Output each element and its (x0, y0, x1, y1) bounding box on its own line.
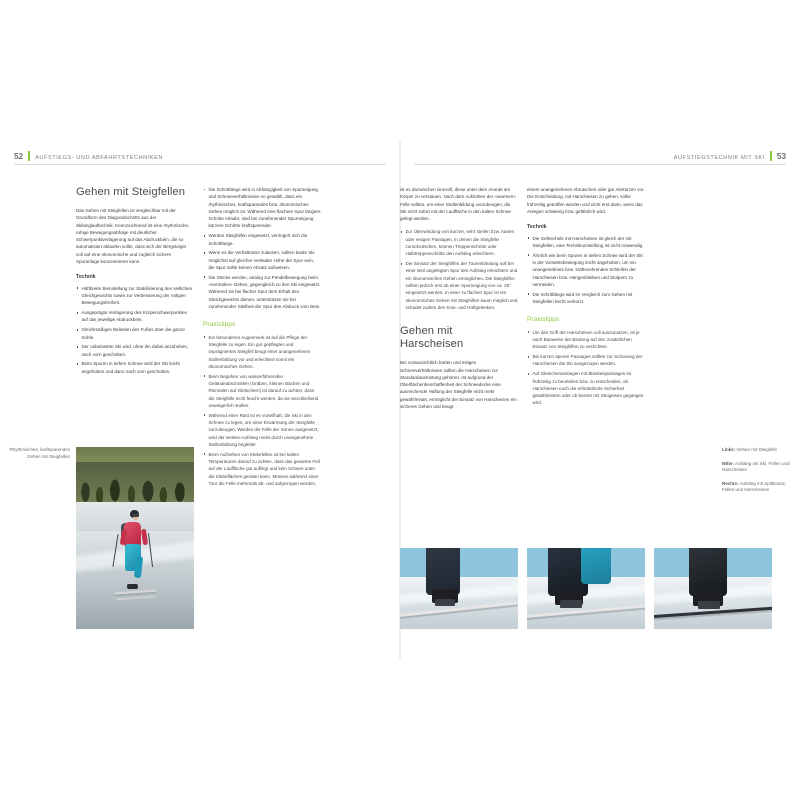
photo-treeline (76, 462, 194, 506)
running-head-right (674, 150, 786, 164)
list-item: Beim Begehen von wasserführenden Geländeabschnitten (Gräben, kleinen Bächen und Rinnsalen auf Gletschern) ist darauf zu achten, dass die Steigfelle nicht feucht werden, da sie anschließend unweigerlich stollen. (203, 373, 321, 409)
intro-paragraph-harscheisen: Bei voraussichtlich harten und eisigen Schneeverhältnissen sollten die Harscheisen zur Standardausrüstung gehören. Ist aufgrund der Oberflächenbeschaffenheit der Schneedecke eine ausreichende Haftung der Steigfelle nicht mehr gewährleistet, ermöglicht der Einsatz von Harscheisen ein sicheres Gehen und beugt (400, 360, 517, 410)
header-divider-right (414, 164, 786, 165)
caption-left-margin (8, 447, 70, 467)
list-item: Die Stöcke werden, analog zur Pendelbewegung beim «normalen» Gehen, gegengleich zu den Ski eingesetzt. Während sie bei flacher Spur dem Erhalt des Gleichgewichts dienen, unterstützen sie bei zunehmender Steilheit der Spur den Abdruck vom Bein. (203, 274, 321, 310)
text-column-1 (76, 186, 194, 381)
list-item: Zur Überwindung von kurzen, sehr steilen bzw. harten oder eisigen Passagen, in denen die Steigfelle zurückrutschen, können Treppenschritte oder Halbtreppenschritte den Aufstieg erleichtern. (400, 228, 518, 257)
text-column-3 (400, 186, 518, 416)
running-head-left (14, 150, 163, 164)
photo-binding (435, 599, 455, 606)
folio-left: 52 (14, 152, 24, 161)
photo-binding (560, 600, 582, 608)
technik-list-col1 (76, 285, 194, 375)
list-item: Auf Gletscheranstiegen mit Blankeispassagen ist frühzeitig zu beurteilen bzw. zu entscheiden, ob Harscheisen noch die erforderliche Sicherheit gewährleisten oder ob besser mit Steigeisen gegangen wird. (527, 370, 645, 406)
technik-list-col2 (203, 186, 321, 310)
photo-detail-splitboard-felle-harscheisen (654, 548, 772, 629)
list-item: Bei kurzen aperen Passagen sollten zur Schonung der Harscheisen die Ski ausgezogen werden. (527, 353, 645, 368)
list-item: Die Gehtechnik mit Harscheisen ist gleich der mit Steigfellen, eine Technikumstellung ist nicht notwendig. (527, 235, 645, 250)
praxistipps-list-left (203, 334, 321, 487)
photo-pant-leg-secondary (581, 548, 611, 584)
subheading-technik-right: Technik (527, 224, 547, 231)
folio-rule-left (28, 151, 30, 161)
photo-ski-boot (127, 584, 138, 589)
list-item: Wenn es die Verhältnisse zulassen, sollten beide Ski möglichst auf gleicher vertikaler Höhe der Spur sein, die Spur sollte keinen Absatz aufweisen. (203, 249, 321, 271)
running-head-right-label: AUFSTIEGSTECHNIK MIT SKI (673, 155, 765, 161)
photo-pant-leg (689, 548, 727, 596)
list-item: Hüftbreite Beinstellung zur Stabilisierung des seitlichen Gleichgewichts sowie zur Verbesserung der nötigen Bewegungsfreiheit. (76, 285, 194, 307)
list-item: Beim Spuren in tiefem Schnee wird der Ski leicht angehoben und dann nach vorn geschoben. (76, 360, 194, 375)
photo-binding (698, 601, 720, 609)
section-heading-gehen-mit-steigfellen: Gehen mit Steigfellen (76, 186, 186, 198)
caption-text: Rhythmisches, kraftsparendes Gehen mit Steigfellen (9, 447, 70, 459)
text-column-2 (203, 186, 321, 493)
running-head-left-label: AUFSTIEGS- UND ABFAHRTSTECHNIKEN (35, 155, 163, 161)
subheading-praxistipps-right: Praxistipps (527, 316, 560, 324)
list-item: Während einer Rast ist es vorteilhaft, die Ski in den Schnee zu legen, um einer Erwärmung der Steigfelle vorzubeugen. Werden die Felle der Sonne ausgesetzt, wird der weitere Aufstieg meist durch unangenehme Stollenbildung begleitet. (203, 412, 321, 448)
list-item: Gleichmäßiges Belasten des Fußes über die ganze Sohle. (76, 326, 194, 341)
caption-rechts (722, 481, 792, 494)
praxistipps-list-col3 (400, 228, 518, 311)
photo-jacket (124, 522, 141, 547)
list-item: Ausgeprägte Verlagerung des Körperschwerpunktes auf das jeweilige Abdruckbein. (76, 309, 194, 324)
caption-links (722, 447, 792, 454)
caption-text: Aufstieg mit Ski, Fellen und Harscheisen (722, 460, 790, 473)
list-item: Der Einsatz der Steighilfen der Tourenbindung soll bei einer steil angelegten Spur den Aufstieg erleichtern und ein ökonomisches Gehen ermöglichen. Die Steighilfen sollten jedoch erst ab einer Spurneigung von ca. 25° eingesetzt werden. In einer zu flachen Spur ist ein ökonomisches Gehen mit Steighilfen kaum möglich und schadet zudem den Knie- und Hüftgelenken. (400, 260, 518, 311)
photo-detail-steighilfe (400, 548, 518, 629)
caption-text: Gehen mit Steighilfe (735, 447, 778, 452)
list-item: Beim Aufziehen von Klebefellen ist bei kalten Temperaturen darauf zu achten, dass das gesamte Fell auf der Lauffläche gut aufliegt und kein Schnee unter die Klebeflächen geraten kann. Müssen während einer Tour die Felle mehrmals ab- und aufgezogen werden, (203, 451, 321, 487)
text-column-4 (527, 186, 645, 413)
photo-detail-ski-felle-harscheisen (527, 548, 645, 629)
continuation-paragraph-col4: einem unangenehmen Abrutschen oder gar Abstürzen vor. Die Entscheidung, mit Harscheisen zu gehen, sollte frühzeitig getroffen werden und nicht erst dann, wenn das Anlegen schwierig bzw. gefährlich wird. (527, 187, 645, 214)
list-item: Die Schrittlänge wird im Vergleich zum Gehen mit Steigfellen leicht verkürzt. (527, 291, 645, 306)
caption-right-margin (722, 447, 792, 501)
caption-mitte (722, 461, 792, 474)
list-item: Ähnlich wie beim Spuren in tiefem Schnee wird der Ski in der Vorwärtsbewegung leicht angehoben, um ein unangenehmes bzw. kräftezehrendes Schleifen der Harscheisen bzw. Hängenbleiben und Stolpern zu vermeiden. (527, 252, 645, 288)
list-item: Die Schrittlänge wird in Abhängigkeit von Spurneigung und Schneeverhältnissen so gewählt, dass ein rhythmisches, kraftsparendes bzw. ökonomisches Gehen möglich ist. Während eine flachere Spur längere Schritte erlaubt, sind bei zunehmender Spurneigung kürzere Schritte kraftsparender. (203, 186, 321, 230)
list-item: Werden Steighilfen eingesetzt, verringert sich die Schrittlänge. (203, 232, 321, 247)
technik-list-col4 (527, 235, 645, 306)
section-heading-gehen-mit-harscheisen: Gehen mit Harscheisen (400, 325, 464, 351)
list-item: Der unbelastete Ski wird, ohne ihn dabei anzuheben, nach vorn geschoben. (76, 343, 194, 358)
intro-paragraph: Das Gehen mit Steigfellen ist vergleichbar mit der Grundform des Diagonalschritts aus der Skilanglauftechnik. Kennzeichnend ist eine rhythmische, ruhige Bewegungsabfolge mit deutlicher Schwerpunktverlagerung auf das Abdruckbein, die so automatisiert ablaufen sollte, dass sich der Bergsteiger voll auf eine ökonomische und zugleich sichere Spuranlage konzentrieren kann. (76, 208, 190, 265)
caption-lead: Mitte: (722, 460, 734, 466)
folio-right: 53 (776, 152, 786, 161)
caption-lead: Links: (722, 447, 736, 452)
caption-lead: Rechts: (722, 480, 739, 486)
photo-goggles (132, 514, 139, 517)
praxistipps-list-right (527, 329, 645, 407)
header-divider-left (14, 164, 386, 165)
folio-rule-right (770, 151, 772, 161)
continuation-paragraph-col3: ist es dazwischen sinnvoll, diese unter dem Anorak am Körper zu verstauen. Nach dem Aufziehen der «warmen» Felle sollten, um einer Stollenbildung vorzubeugen, die Ski nicht sofort mit der Lauffläche in den kalten Schnee gelegt werden. (400, 187, 516, 222)
caption-text: Aufstieg mit Splitboard, Fellen und Harscheisen (722, 480, 786, 493)
list-item: Um den Griff der Harscheisen voll auszunutzen, ist je nach Bauweise der Bindung auf den zusätzlichen Einsatz von Steighilfen zu verzichten. (527, 329, 645, 351)
photo-skier-ascending (76, 447, 194, 629)
list-item: Ein besonderes Augenmerk ist auf die Pflege der Steigfelle zu legen. Ein gut gepflegtes und imprägniertes Steigfell beugt einer unangenehmen Stollenbildung vor und erleichtert somit ein ökonomisches Gehen. (203, 334, 321, 370)
subheading-praxistipps-left: Praxistipps (203, 321, 236, 329)
subheading-technik: Technik (76, 274, 96, 281)
